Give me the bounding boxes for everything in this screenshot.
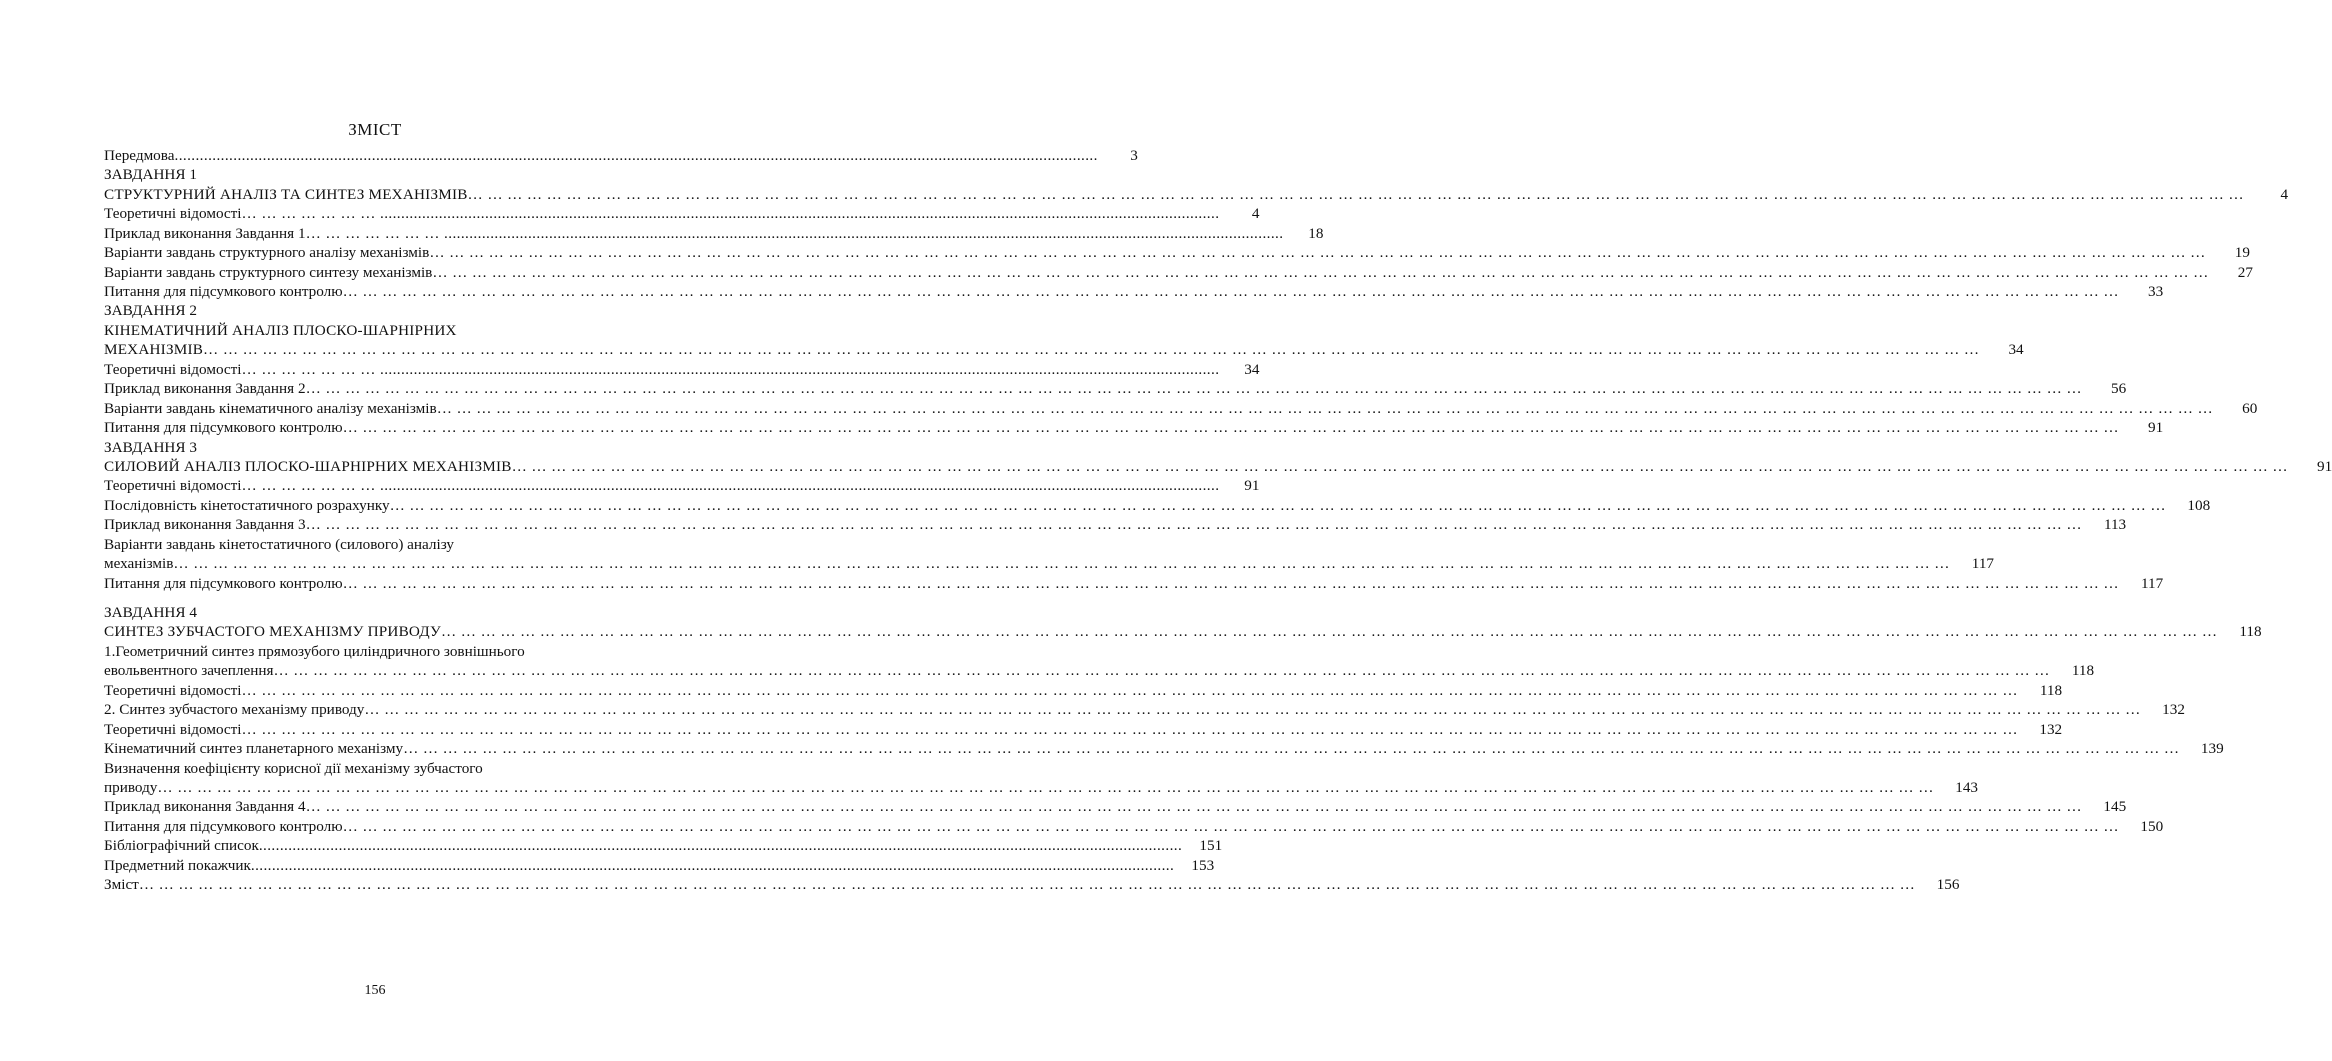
toc-entry	[104, 302, 632, 321]
toc-entry-title	[104, 496, 2170, 515]
toc-entry-text: ЗАВДАННЯ 3	[104, 438, 197, 456]
toc-entry-page: 34	[1244, 360, 1260, 378]
toc-entry-page: 19	[2234, 244, 2250, 262]
toc-entry	[104, 340, 2024, 359]
toc-entry	[104, 700, 2185, 719]
toc-entry-text: Послідовність кінетостатичного розрахунку	[104, 496, 390, 514]
toc-entry-text: Варіанти завдань кінетостатичного (силового) аналізу	[104, 535, 454, 553]
toc-entry	[104, 856, 1215, 875]
toc-entry-page: 143	[1955, 778, 1978, 796]
toc-entry-title	[104, 204, 1219, 223]
toc-entry-page: 113	[2103, 516, 2127, 534]
toc-entry-text: Питання для підсумкового контролю	[104, 817, 343, 835]
toc-entry-title	[104, 554, 1954, 573]
toc-entry-text: ЗАВДАННЯ 4	[104, 604, 197, 622]
toc-entry	[104, 146, 1138, 165]
toc-entry-text: Теоретичні відомості	[104, 720, 242, 738]
toc-entry	[104, 418, 2164, 437]
toc-entry	[104, 797, 2127, 816]
toc-leader: … … … … … … … … … … … … … … … … … … … … … … … … … … … … … … … … … … … … … … … … … … … … … … … … … … … … … … … … … … … … … … … … … … … … … … … … … … … … … … … … … … … … … … … … … …	[305, 798, 2087, 816]
toc-entry-text: МЕХАНІЗМІВ	[104, 341, 204, 359]
toc-spacer	[104, 593, 632, 603]
toc-entry	[104, 379, 2127, 398]
table-of-contents	[104, 146, 2332, 895]
toc-leader: … … … … … … … ........................................................................................................................................................................................................	[241, 205, 1220, 223]
toc-entry-text: евольвентного зачеплення	[104, 662, 274, 680]
toc-leader: ............................................................................................................................................................................................................................	[258, 837, 1183, 855]
toc-entry-title	[104, 185, 2248, 204]
toc-entry	[104, 554, 1995, 573]
toc-entry-text: Теоретичні відомості	[104, 205, 242, 223]
toc-entry-title	[104, 457, 2292, 476]
toc-entry	[104, 224, 1324, 243]
toc-entry-title	[104, 778, 1938, 797]
toc-entry-title	[104, 476, 1219, 495]
toc-entry-page: 91	[1244, 477, 1260, 495]
toc-entry	[104, 457, 2332, 476]
toc-entry-title	[104, 622, 2222, 641]
toc-entry	[104, 836, 1223, 855]
toc-entry-page: 118	[2039, 681, 2063, 699]
toc-entry	[104, 778, 1978, 797]
toc-entry-text: Предметний покажчик	[104, 856, 251, 874]
toc-leader: … … … … … … … … … … … … … … … … … … … … … … … … … … … … … … … … … … … … … … … … … … … … … … … … … … … … … … … … … … … … … … … … … … … … … … … … … … … … … … … … … … … … … … … … … …	[432, 263, 2213, 281]
toc-entry-title	[104, 700, 2145, 719]
toc-entry-text: механізмів	[104, 555, 174, 573]
toc-entry-page: 145	[2103, 798, 2127, 816]
toc-entry-page: 117	[2140, 574, 2164, 592]
toc-entry-title	[104, 418, 2123, 437]
toc-entry	[104, 476, 1260, 495]
toc-entry-page: 56	[2110, 380, 2127, 398]
toc-entry	[104, 759, 632, 778]
toc-entry-text: СИНТЕЗ ЗУБЧАСТОГО МЕХАНІЗМУ ПРИВОДУ	[104, 623, 442, 641]
toc-entry	[104, 720, 2063, 739]
toc-entry-title	[104, 243, 2210, 262]
toc-leader: … … … … … … … … … … … … … … … … … … … … … … … … … … … … … … … … … … … … … … … … … … … … … … … … … … … … … … … … … … … … … … … … … … … … … … … … … … … … … … … … … … … … … … … … … …	[241, 720, 2023, 738]
toc-entry	[104, 623, 2262, 642]
toc-entry	[104, 243, 2250, 262]
toc-entry	[104, 535, 632, 554]
toc-entry-title	[104, 574, 2123, 593]
toc-leader: … … … … … … … … … … … … … … … … … … … … … … … … … … … … … … … … … … … … … … … … … … … … … … … … … … … … … … … … … … … … … … … … … … … … … … … … … … … … … … … … … … … … … … … … … …	[273, 662, 2055, 680]
toc-leader: ............................................................................................................................................................................................................................	[174, 146, 1098, 164]
toc-entry-text: Передмова	[104, 146, 175, 164]
toc-entry-text: Питання для підсумкового контролю	[104, 283, 343, 301]
toc-entry-title	[104, 603, 592, 622]
toc-leader: … … … … … … … … … … … … … … … … … … … … … … … … … … … … … … … … … … … … … … … … … … … … … … … … … … … … … … … … … … … … … … … … … … … … … … … … … … … … … … … … … … … … … … … … … …	[305, 380, 2087, 398]
toc-entry-page: 33	[2147, 283, 2164, 301]
toc-entry-title	[104, 321, 592, 340]
toc-entry-page: 91	[2147, 419, 2164, 437]
toc-entry	[104, 681, 2063, 700]
toc-entry	[104, 642, 632, 661]
toc-entry-page: 108	[2187, 496, 2211, 514]
toc-leader: … … … … … … … … … … … … … … … … … … … … … … … … … … … … … … … … … … … … … … … … … … … … … … … … … … … … … … … … … … … … … … … … … … … … … … … … … … … … … … … … … … … … … … … … … …	[203, 341, 1984, 359]
toc-entry-page: 151	[1199, 837, 1223, 855]
toc-entry	[104, 661, 2095, 680]
toc-entry-text: Питання для підсумкового контролю	[104, 574, 343, 592]
toc-entry-page: 4	[1251, 205, 1260, 223]
toc-entry-text: Приклад виконання Завдання 3	[104, 516, 306, 534]
toc-entry-title	[104, 836, 1182, 855]
toc-entry-title	[104, 856, 1174, 875]
toc-entry-page: 156	[1936, 876, 1960, 894]
toc-entry-page: 60	[2242, 399, 2258, 417]
toc-entry-page: 150	[2140, 817, 2164, 835]
toc-entry-title	[104, 360, 1219, 379]
toc-entry-text: Теоретичні відомості	[104, 681, 242, 699]
toc-entry	[104, 574, 2164, 593]
toc-entry-text: СИЛОВИЙ АНАЛІЗ ПЛОСКО-ШАРНІРНИХ МЕХАНІЗМІВ	[104, 457, 512, 475]
toc-leader: … … … … … … … … … … … … … … … … … … … … … … … … … … … … … … … … … … … … … … … … … … … … … … … … … … … … … … … … … … … … … … … … … … … … … … … … … … … … … … … … … … … … … … … … … …	[305, 516, 2087, 534]
toc-entry-page: 117	[1971, 555, 1995, 573]
toc-entry-title	[104, 739, 2184, 758]
toc-leader: … … … … … … … … … … … … … … … … … … … … … … … … … … … … … … … … … … … … … … … … … … … … … … … … … … … … … … … … … … … … … … … … … … … … … … … … … … … … … … … … … … … … … … … … … …	[389, 496, 2171, 514]
toc-entry-title	[104, 146, 1098, 165]
toc-entry	[104, 496, 2211, 515]
toc-entry-title	[104, 379, 2086, 398]
toc-entry-title	[104, 661, 2054, 680]
toc-entry	[104, 739, 2224, 758]
toc-entry-page: 118	[2071, 662, 2095, 680]
toc-entry	[104, 282, 2164, 301]
toc-entry-text: 2. Синтез зубчастого механізму приводу	[104, 701, 365, 719]
toc-entry-title	[104, 301, 592, 320]
toc-entry-text: КІНЕМАТИЧНИЙ АНАЛІЗ ПЛОСКО-ШАРНІРНИХ	[104, 321, 457, 339]
toc-leader: … … … … … … … … … … … … … … … … … … … … … … … … … … … … … … … … … … … … … … … … … … … … … … … … … … … … … … … … … … … … … … … … … … … … … … … … … … … … … … … … … … … … … … … … … …	[436, 399, 2218, 417]
toc-entry-text: Приклад виконання Завдання 1	[104, 224, 306, 242]
toc-entry-text: ЗАВДАННЯ 2	[104, 302, 197, 320]
toc-leader: … … … … … … … … … … … … … … … … … … … … … … … … … … … … … … … … … … … … … … … … … … … … … … … … … … … … … … … … … … … … … … … … … … … … … … … … … … … … … … … … … … … … … … … … … …	[364, 701, 2145, 719]
toc-leader: … … … … … … … ........................................................................................................................................................................................................	[241, 477, 1220, 495]
toc-entry-page: 153	[1191, 856, 1215, 874]
toc-entry-title	[104, 340, 1984, 359]
toc-entry-title	[104, 535, 592, 554]
toc-leader: … … … … … … … … … … … … … … … … … … … … … … … … … … … … … … … … … … … … … … … … … … … … … … … … … … … … … … … … … … … … … … … … … … … … … … … … … … … … … … … … … … … … … … … … … …	[429, 244, 2210, 262]
toc-entry-text: Приклад виконання Завдання 2	[104, 380, 306, 398]
toc-entry-text: 1.Геометричний синтез прямозубого циліндричного зовнішнього	[104, 642, 525, 660]
toc-entry-page: 118	[2239, 623, 2262, 641]
toc-leader: … … … … … … … … … … … … … … … … … … … … … … … … … … … … … … … … … … … … … … … … … … … … … … … … … … … … … … … … … … … … … … … … … … … … … … … … … … … … … … … … … … … … … … … … … …	[138, 876, 1920, 894]
toc-entry-page: 34	[2008, 341, 2024, 359]
toc-entry-title	[104, 681, 2022, 700]
toc-entry-page: 18	[1308, 224, 1324, 242]
toc-entry-page: 139	[2200, 740, 2224, 758]
toc-leader: … … … … … … … … … … … … … … … … … … … … … … … … … … … … … … … … … … … … … … … … … … … … … … … … … … … … … … … … … … … … … … … … … … … … … … … … … … … … … … … … … … … … … … … … … …	[157, 778, 1938, 796]
toc-entry-text: Визначення коефіцієнту корисної дії механізму зубчастого	[104, 759, 483, 777]
toc-entry-page: 3	[1130, 146, 1138, 164]
toc-entry-text: Варіанти завдань структурного аналізу механізмів	[104, 244, 430, 262]
toc-leader: … … … … … … … … … … … … … … … … … … … … … … … … … … … … … … … … … … … … … … … … … … … … … … … … … … … … … … … … … … … … … … … … … … … … … … … … … … … … … … … … … … … … … … … … … …	[173, 555, 1955, 573]
toc-leader: … … … … … … … … … … … … … … … … … … … … … … … … … … … … … … … … … … … … … … … … … … … … … … … … … … … … … … … … … … … … … … … … … … … … … … … … … … … … … … … … … … … … … … … … … …	[467, 185, 2249, 203]
toc-entry-text: Варіанти завдань кінематичного аналізу механізмів	[104, 399, 437, 417]
toc-entry	[104, 603, 632, 622]
toc-entry-page: 132	[2039, 720, 2063, 738]
toc-leader: … … … … … … … … … … … … … … … … … … … … … … … … … … … … … … … … … … … … … … … … … … … … … … … … … … … … … … … … … … … … … … … … … … … … … … … … … … … … … … … … … … … … … … … … … …	[342, 574, 2124, 592]
toc-leader: … … … … … … … … … … … … … … … … … … … … … … … … … … … … … … … … … … … … … … … … … … … … … … … … … … … … … … … … … … … … … … … … … … … … … … … … … … … … … … … … … … … … … … … … … …	[403, 740, 2184, 758]
toc-entry	[104, 185, 2289, 204]
toc-entry-title	[104, 282, 2123, 301]
toc-entry-text: Зміст	[104, 876, 139, 894]
toc-entry-page: 132	[2162, 701, 2185, 719]
toc-leader: … … … … … … … … … … … … … … … … … … … … … … … … … … … … … … … … … … … … … … … … … … … … … … … … … … … … … … … … … … … … … … … … … … … … … … … … … … … … … … … … … … … … … … … … … …	[342, 283, 2124, 301]
toc-entry	[104, 817, 2164, 836]
toc-leader: … … … … … … … … … … … … … … … … … … … … … … … … … … … … … … … … … … … … … … … … … … … … … … … … … … … … … … … … … … … … … … … … … … … … … … … … … … … … … … … … … … … … … … … … … …	[441, 623, 2222, 641]
toc-entry	[104, 165, 632, 184]
toc-leader: … … … … … … … … … … … … … … … … … … … … … … … … … … … … … … … … … … … … … … … … … … … … … … … … … … … … … … … … … … … … … … … … … … … … … … … … … … … … … … … … … … … … … … … … … …	[342, 419, 2124, 437]
toc-entry-text: Бібліографічний список	[104, 837, 259, 855]
toc-leader: … … … … … … … ........................................................................................................................................................................................................	[305, 224, 1284, 242]
toc-entry-text: ЗАВДАННЯ 1	[104, 166, 197, 184]
toc-entry-title	[104, 438, 592, 457]
toc-entry-text: СТРУКТУРНИЙ АНАЛІЗ ТА СИНТЕЗ МЕХАНІЗМІВ	[104, 185, 468, 203]
toc-entry	[104, 438, 632, 457]
toc-entry-title	[104, 224, 1283, 243]
toc-entry	[104, 204, 1260, 223]
toc-entry-title	[104, 642, 592, 661]
page-title: ЗМІСТ	[348, 120, 402, 139]
toc-leader: … … … … … … … … … … … … … … … … … … … … … … … … … … … … … … … … … … … … … … … … … … … … … … … … … … … … … … … … … … … … … … … … … … … … … … … … … … … … … … … … … … … … … … … … … …	[511, 457, 2293, 475]
toc-entry-text: Теоретичні відомості	[104, 360, 242, 378]
page-number: 156	[364, 983, 386, 998]
toc-entry-title	[104, 515, 2086, 534]
toc-entry	[104, 399, 2258, 418]
toc-entry	[104, 360, 1260, 379]
toc-entry-text: Теоретичні відомості	[104, 477, 242, 495]
toc-entry-title	[104, 720, 2022, 739]
toc-entry-text: Питання для підсумкового контролю	[104, 419, 343, 437]
toc-entry	[104, 321, 632, 340]
toc-entry-page: 4	[2280, 185, 2289, 203]
toc-entry-title	[104, 399, 2217, 418]
toc-entry-title	[104, 165, 592, 184]
toc-entry-page: 91	[2316, 457, 2332, 475]
toc-entry	[104, 515, 2127, 534]
toc-entry-text: приводу	[104, 778, 158, 796]
toc-entry	[104, 875, 1960, 894]
toc-entry-text: Кінематичний синтез планетарного механізму	[104, 740, 404, 758]
toc-entry-text: Варіанти завдань структурного синтезу механізмів	[104, 263, 433, 281]
toc-entry-title	[104, 875, 1919, 894]
toc-leader: ............................................................................................................................................................................................................................	[250, 856, 1175, 874]
toc-entry	[104, 263, 2253, 282]
toc-entry-text: Приклад виконання Завдання 4	[104, 798, 306, 816]
toc-entry-title	[104, 797, 2086, 816]
toc-leader: … … … … … … … ........................................................................................................................................................................................................	[241, 360, 1220, 378]
toc-leader: … … … … … … … … … … … … … … … … … … … … … … … … … … … … … … … … … … … … … … … … … … … … … … … … … … … … … … … … … … … … … … … … … … … … … … … … … … … … … … … … … … … … … … … … … …	[342, 817, 2124, 835]
toc-entry-title	[104, 263, 2213, 282]
toc-entry-title	[104, 759, 592, 778]
toc-entry-title	[104, 817, 2123, 836]
toc-entry-page: 27	[2237, 263, 2253, 281]
toc-leader: … … … … … … … … … … … … … … … … … … … … … … … … … … … … … … … … … … … … … … … … … … … … … … … … … … … … … … … … … … … … … … … … … … … … … … … … … … … … … … … … … … … … … … … … … …	[241, 681, 2023, 699]
